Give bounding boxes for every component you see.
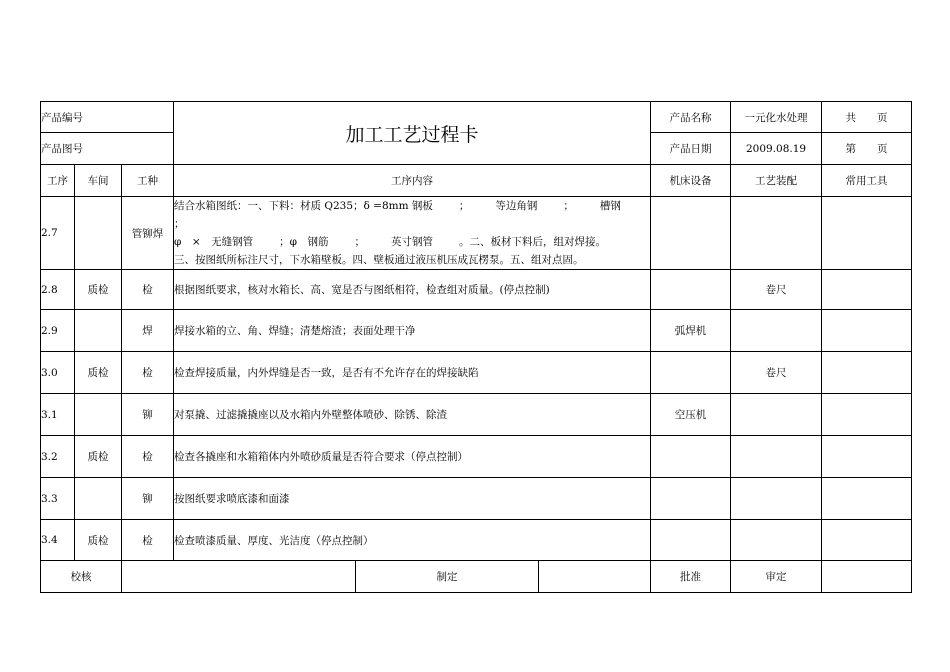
process-content: 焊接水箱的立、角、焊缝；清楚熔渣；表面处理干净 — [174, 310, 651, 352]
process-content: 检查各撬座和水箱箱体内外喷砂质量是否符合要求（停点控制） — [174, 436, 651, 478]
tools-cell — [822, 436, 912, 478]
fixture-cell — [731, 310, 822, 352]
workshop-cell: 质检 — [75, 520, 122, 561]
draft-value — [539, 561, 651, 593]
product-date-value: 2009.08.19 — [731, 133, 822, 165]
workshop-cell — [75, 478, 122, 520]
process-number: 3.0 — [41, 352, 75, 394]
col-trade: 工种 — [122, 165, 174, 197]
fixture-cell — [731, 394, 822, 436]
tools-cell — [822, 478, 912, 520]
fixture-cell: 卷尺 — [731, 270, 822, 310]
trade-cell: 检 — [122, 352, 174, 394]
column-header-row — [41, 165, 912, 197]
process-content: 检查喷漆质量、厚度、光洁度（停点控制） — [174, 520, 651, 561]
trade-cell: 铆 — [122, 478, 174, 520]
tools-cell — [822, 270, 912, 310]
table-row — [41, 520, 912, 561]
process-number: 2.7 — [41, 197, 75, 270]
signature-row — [41, 561, 912, 593]
col-fixture: 工艺装配 — [731, 165, 822, 197]
trade-cell: 检 — [122, 520, 174, 561]
content-line-1: 结合水箱图纸：一、下料：材质 Q235；δ =8mm 钢板 ； 等边角钢 ； 槽钢； — [174, 200, 621, 230]
process-content: 根据图纸要求，核对水箱长、高、宽是否与图纸相符，检查组对质量。(停点控制) — [174, 270, 651, 310]
table-row — [41, 197, 912, 270]
process-content: 检查焊接质量，内外焊缝是否一致，是否有不允许存在的焊接缺陷 — [174, 352, 651, 394]
trade-cell: 检 — [122, 270, 174, 310]
content-line-2: φ × 无缝钢管 ；φ 钢筋 ； 英寸钢管 。二、板材下料后，组对焊接。 — [174, 236, 607, 248]
page-title: 加工工艺过程卡 — [174, 102, 651, 165]
table-row — [41, 478, 912, 520]
workshop-cell: 质检 — [75, 270, 122, 310]
tools-cell — [822, 394, 912, 436]
machine-cell — [651, 478, 731, 520]
fixture-cell — [731, 436, 822, 478]
table-row — [41, 270, 912, 310]
process-number: 3.4 — [41, 520, 75, 561]
trade-cell: 焊 — [122, 310, 174, 352]
col-workshop: 车间 — [75, 165, 122, 197]
trade-cell: 检 — [122, 436, 174, 478]
content-line-3: 三、按图纸所标注尺寸，下水箱壁板。四、壁板通过液压机压成瓦楞泵。五、组对点固。 — [174, 254, 584, 266]
workshop-cell — [75, 310, 122, 352]
process-number: 2.8 — [41, 270, 75, 310]
product-drawing-label: 产品图号 — [41, 133, 174, 165]
tools-cell — [822, 310, 912, 352]
product-name-label: 产品名称 — [651, 102, 731, 133]
product-name-value: 一元化水处理 — [731, 102, 822, 133]
machine-cell — [651, 197, 731, 270]
tools-cell — [822, 352, 912, 394]
page-number-label: 第 页 — [822, 133, 912, 165]
check-value — [122, 561, 356, 593]
check-label: 校核 — [41, 561, 122, 593]
machine-cell: 空压机 — [651, 394, 731, 436]
process-number: 3.2 — [41, 436, 75, 478]
process-content — [174, 197, 651, 270]
workshop-cell — [75, 394, 122, 436]
workshop-cell — [75, 197, 122, 270]
draft-label: 制定 — [356, 561, 539, 593]
product-date-label: 产品日期 — [651, 133, 731, 165]
trade-cell: 铆 — [122, 394, 174, 436]
process-card-table — [40, 101, 912, 593]
product-code-label: 产品编号 — [41, 102, 174, 133]
fixture-cell — [731, 520, 822, 561]
header-row-1 — [41, 102, 912, 133]
approve-label: 批准 — [651, 561, 731, 593]
process-content: 按图纸要求喷底漆和面漆 — [174, 478, 651, 520]
table-row — [41, 436, 912, 478]
machine-cell — [651, 270, 731, 310]
table-row — [41, 394, 912, 436]
tools-cell — [822, 197, 912, 270]
total-pages-label: 共 页 — [822, 102, 912, 133]
table-row — [41, 310, 912, 352]
machine-cell — [651, 436, 731, 478]
review-value — [822, 561, 912, 593]
process-content: 对泵撬、过滤撬撬座以及水箱内外壁整体喷砂、除锈、除渣 — [174, 394, 651, 436]
workshop-cell: 质检 — [75, 352, 122, 394]
process-number: 3.1 — [41, 394, 75, 436]
machine-cell — [651, 352, 731, 394]
fixture-cell — [731, 197, 822, 270]
col-process: 工序 — [41, 165, 75, 197]
machine-cell: 弧焊机 — [651, 310, 731, 352]
table-row — [41, 352, 912, 394]
trade-cell: 管铆焊 — [122, 197, 174, 270]
review-label: 审定 — [731, 561, 822, 593]
machine-cell — [651, 520, 731, 561]
process-number: 3.3 — [41, 478, 75, 520]
process-number: 2.9 — [41, 310, 75, 352]
fixture-cell — [731, 478, 822, 520]
col-tools: 常用工具 — [822, 165, 912, 197]
tools-cell — [822, 520, 912, 561]
fixture-cell: 卷尺 — [731, 352, 822, 394]
col-content: 工序内容 — [174, 165, 651, 197]
col-machine: 机床设备 — [651, 165, 731, 197]
workshop-cell: 质检 — [75, 436, 122, 478]
